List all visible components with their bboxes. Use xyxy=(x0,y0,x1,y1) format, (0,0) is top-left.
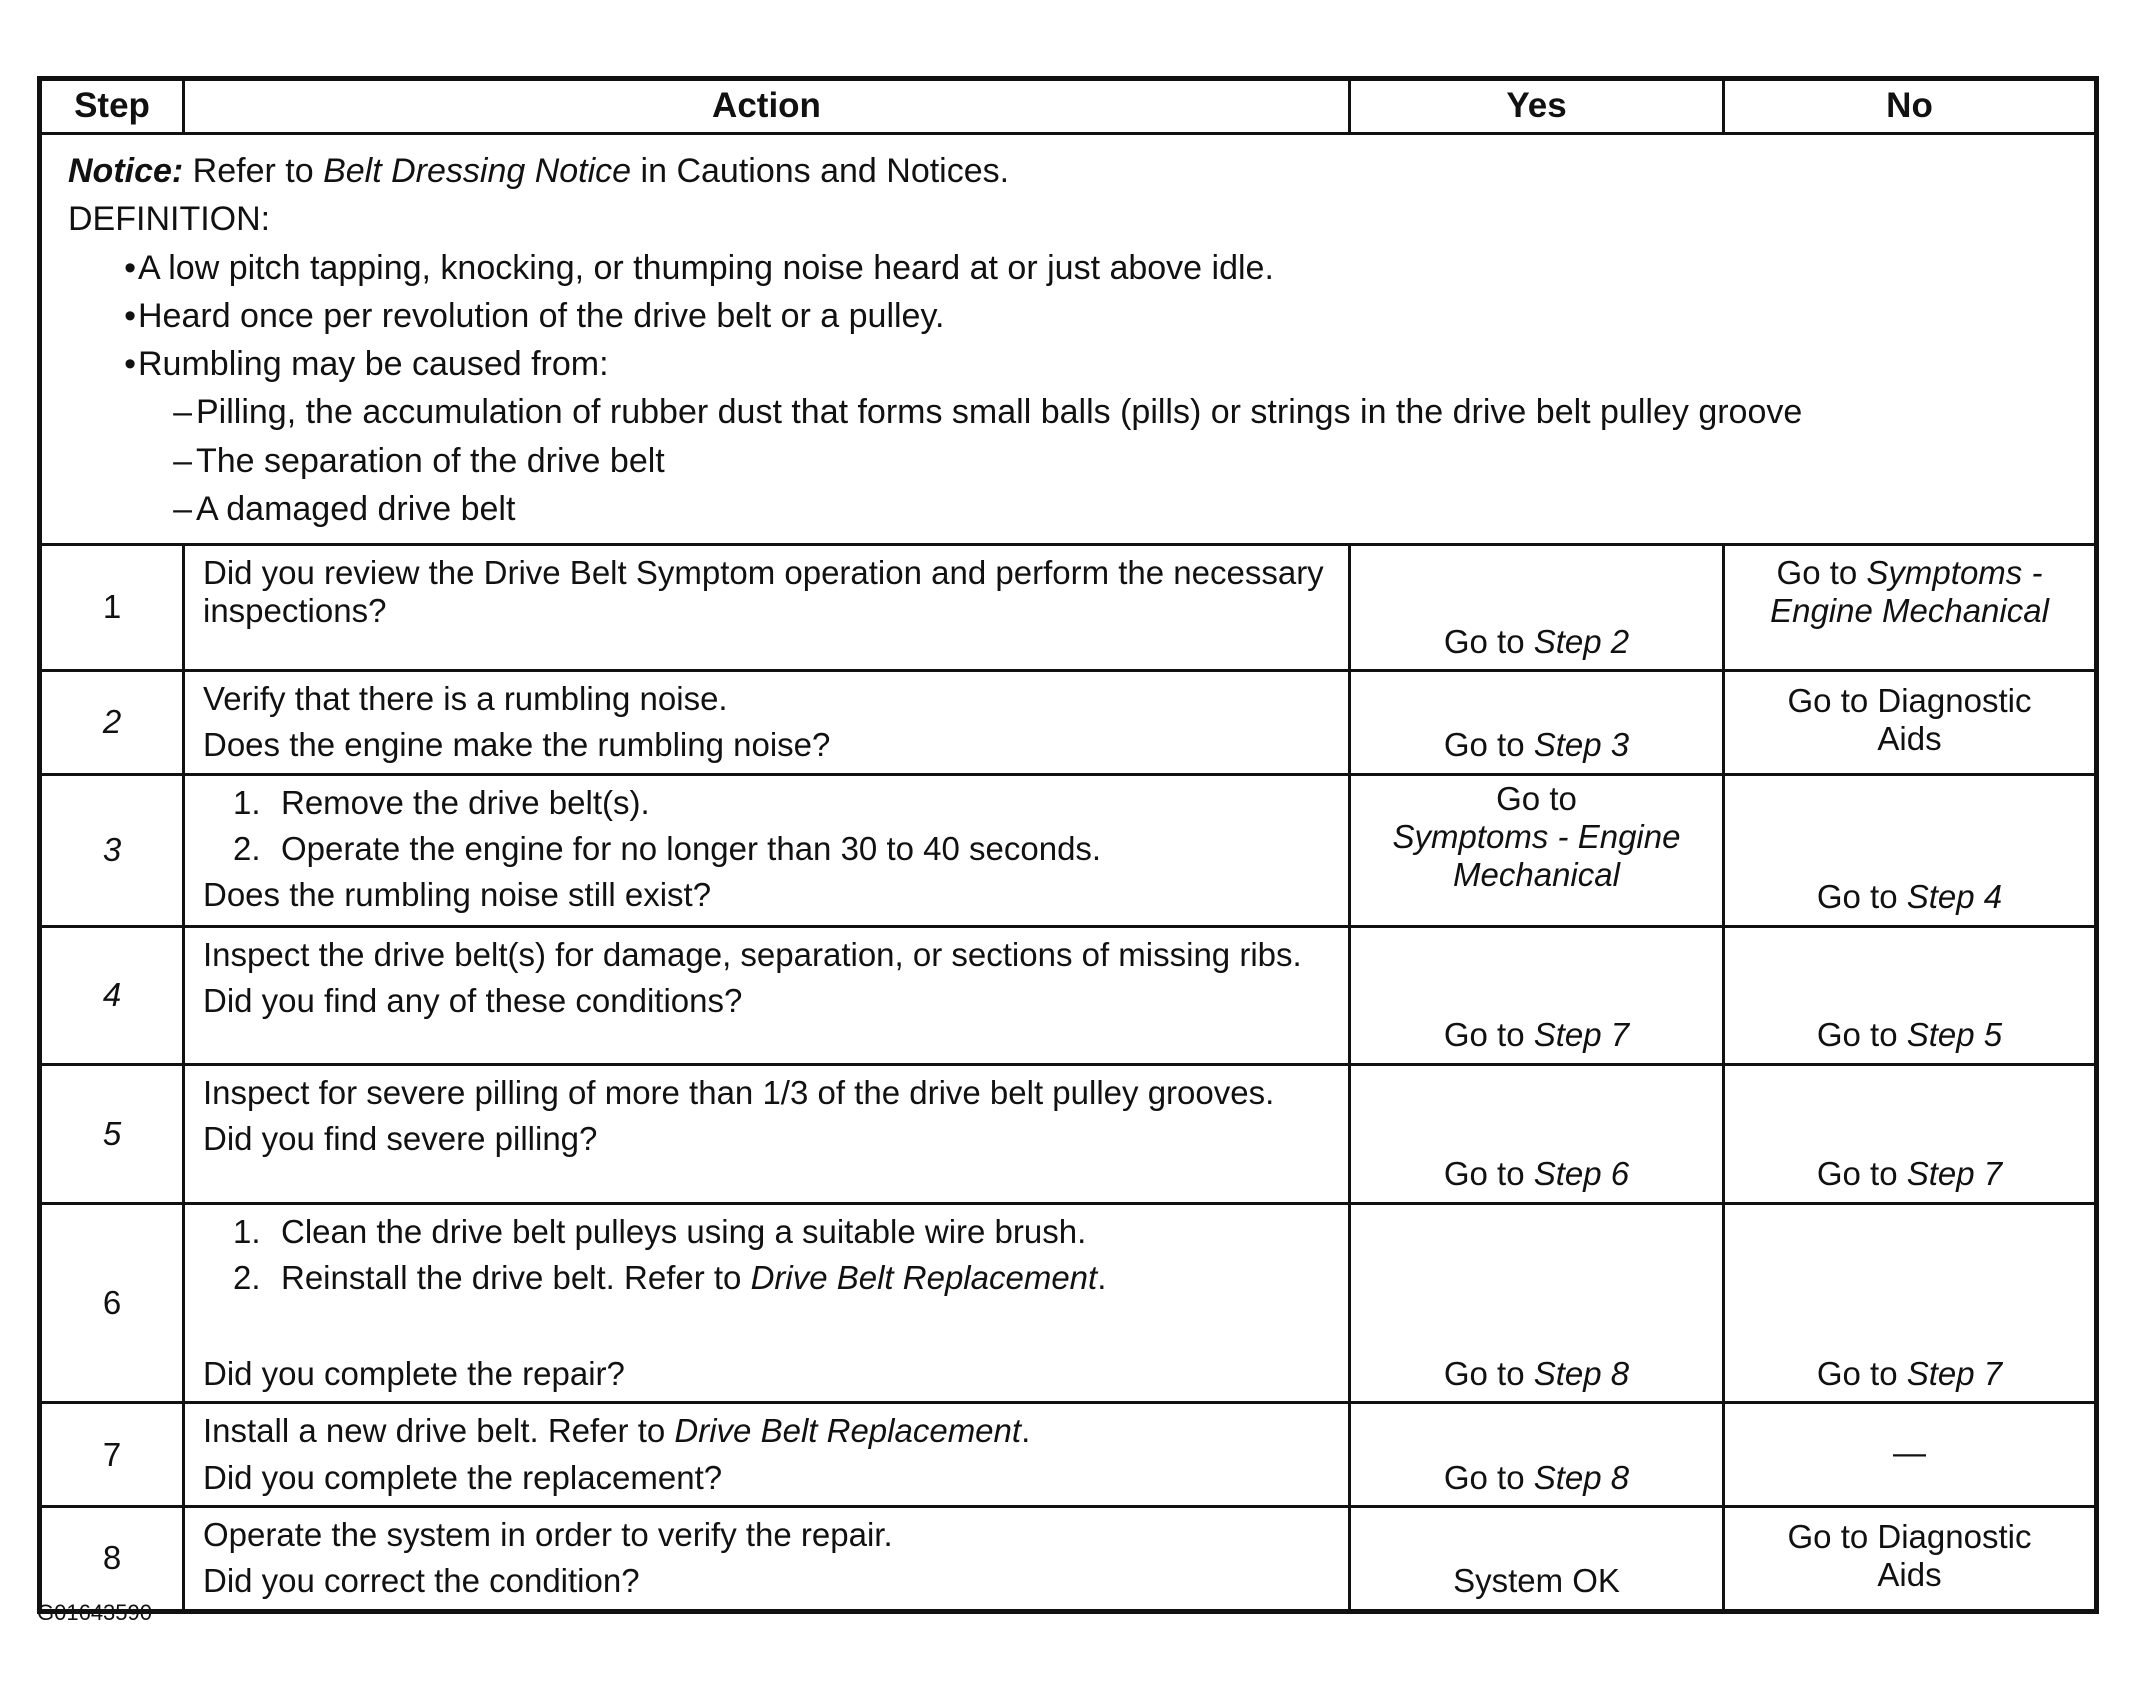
table-row xyxy=(40,1064,2097,1203)
action-cell xyxy=(184,926,1350,1064)
numbered-item: 2. Operate the engine for no longer than 30 to 40 seconds. xyxy=(233,829,1102,867)
step-number: 4 xyxy=(40,926,184,1064)
action-ref: Drive Belt Replacement xyxy=(750,1258,1098,1296)
notice-post: in Cautions and Notices. xyxy=(631,152,1010,190)
definition-bullet: • Heard once per revolution of the drive belt or a pulley. xyxy=(68,292,2078,340)
yes-ref: Symptoms - Engine Mechanical xyxy=(1392,818,1681,894)
yes-cell: Go to Step 8 xyxy=(1350,1203,1724,1403)
action-question: Did you find any of these conditions? xyxy=(203,981,743,1019)
numbered-item: 2. Reinstall the drive belt. Refer to Drive Belt Replacement. xyxy=(233,1258,1107,1296)
no-cell xyxy=(1724,1403,2097,1507)
notice-label: Notice: xyxy=(68,152,184,190)
step-number: 2 xyxy=(40,671,184,775)
header-step: Step xyxy=(40,79,184,134)
yes-ref: Step 7 xyxy=(1533,1016,1630,1054)
no-ref: Symptoms - Engine Mechanical xyxy=(1770,554,2049,630)
table-row xyxy=(40,774,2097,926)
no-ref: Step 7 xyxy=(1906,1155,2003,1193)
yes-cell: Go to Step 8 xyxy=(1350,1403,1724,1507)
action-cell xyxy=(184,1064,1350,1203)
header-no: No xyxy=(1724,79,2097,134)
numbered-item: 1. Remove the drive belt(s). xyxy=(233,783,650,821)
no-cell: Go to Step 7 xyxy=(1724,1064,2097,1203)
no-ref: Step 4 xyxy=(1906,878,2003,916)
table-row xyxy=(40,1203,2097,1403)
step-number: 1 xyxy=(40,545,184,671)
action-question: Did you find severe pilling? xyxy=(203,1119,598,1157)
yes-cell: Go to Symptoms - Engine Mechanical xyxy=(1350,774,1724,926)
header-yes: Yes xyxy=(1350,79,1724,134)
action-cell xyxy=(184,1403,1350,1507)
step-number: 7 xyxy=(40,1403,184,1507)
yes-cell: Go to Step 3 xyxy=(1350,671,1724,775)
table-row xyxy=(40,671,2097,775)
yes-ref: Step 3 xyxy=(1533,726,1630,764)
table-row xyxy=(40,1506,2097,1611)
action-cell xyxy=(184,774,1350,926)
step-number: 8 xyxy=(40,1506,184,1611)
action-text: Inspect for severe pilling of more than 1/3 of the drive belt pulley grooves. xyxy=(203,1073,1275,1111)
yes-cell: Go to Step 7 xyxy=(1350,926,1724,1064)
yes-cell: System OK xyxy=(1350,1506,1724,1611)
step-number: 5 xyxy=(40,1064,184,1203)
no-cell: Go to Step 4 xyxy=(1724,774,2097,926)
diagnostic-table xyxy=(37,76,2099,1614)
definition-sub-item: – The separation of the drive belt xyxy=(68,437,2078,485)
definition-sub-item: – Pilling, the accumulation of rubber dust that forms small balls (pills) or strings in the drive belt pulley groove xyxy=(68,388,2078,436)
table-row xyxy=(40,1403,2097,1507)
no-cell: Go to Step 7 xyxy=(1724,1203,2097,1403)
no-cell: Go to Step 5 xyxy=(1724,926,2097,1064)
no-ref: Step 5 xyxy=(1906,1016,2003,1054)
definition-label: DEFINITION: xyxy=(68,200,271,239)
action-question: Does the rumbling noise still exist? xyxy=(203,876,712,914)
notice-line xyxy=(68,147,2078,195)
action-text: Inspect the drive belt(s) for damage, separation, or sections of missing ribs. xyxy=(203,935,1302,973)
step-number: 3 xyxy=(40,774,184,926)
yes-ref: Step 8 xyxy=(1533,1458,1630,1496)
no-cell: Go to Diagnostic Aids xyxy=(1724,671,2097,775)
action-question: Did you complete the replacement? xyxy=(203,1458,723,1496)
notice-pre: Refer to xyxy=(183,152,324,190)
action-cell xyxy=(184,1203,1350,1403)
notice-cell xyxy=(40,134,2097,545)
action-cell xyxy=(184,1506,1350,1611)
no-cell: Go to Symptoms - Engine Mechanical xyxy=(1724,545,2097,671)
action-question: Did you correct the condition? xyxy=(203,1562,640,1600)
yes-ref: Step 6 xyxy=(1533,1155,1630,1193)
numbered-item: 1. Clean the drive belt pulleys using a suitable wire brush. xyxy=(233,1212,1087,1250)
no-ref: Step 7 xyxy=(1906,1355,2003,1393)
yes-cell: Go to Step 2 xyxy=(1350,545,1724,671)
action-cell xyxy=(184,545,1350,671)
definition-bullet: • Rumbling may be caused from: xyxy=(68,340,2078,388)
action-text: Verify that there is a rumbling noise. xyxy=(203,680,728,718)
yes-cell: Go to Step 6 xyxy=(1350,1064,1724,1203)
action-ref: Drive Belt Replacement xyxy=(674,1412,1022,1450)
table-row xyxy=(40,926,2097,1064)
header-row xyxy=(40,79,2097,134)
no-cell: Go to Diagnostic Aids xyxy=(1724,1506,2097,1611)
action-question: Does the engine make the rumbling noise? xyxy=(203,726,831,764)
action-text: Did you review the Drive Belt Symptom operation and perform the necessary inspections? xyxy=(203,554,1324,630)
yes-ref: Step 8 xyxy=(1533,1355,1630,1393)
notice-row xyxy=(40,134,2097,545)
action-question: Did you complete the repair? xyxy=(203,1355,625,1393)
table-row xyxy=(40,545,2097,671)
action-text: Install a new drive belt. Refer to Drive Belt Replacement. xyxy=(203,1412,1031,1450)
header-action: Action xyxy=(184,79,1350,134)
no-dash: — xyxy=(1893,1433,1926,1471)
yes-ref: Step 2 xyxy=(1533,622,1630,660)
step-number: 6 xyxy=(40,1203,184,1403)
figure-id: G01643590 xyxy=(37,1600,152,1625)
notice-ref: Belt Dressing Notice xyxy=(323,152,632,190)
definition-bullet: • A low pitch tapping, knocking, or thumping noise heard at or just above idle. xyxy=(68,244,2078,292)
action-cell xyxy=(184,671,1350,775)
action-text: Operate the system in order to verify the repair. xyxy=(203,1515,893,1553)
definition-sub-item: – A damaged drive belt xyxy=(68,485,2078,533)
